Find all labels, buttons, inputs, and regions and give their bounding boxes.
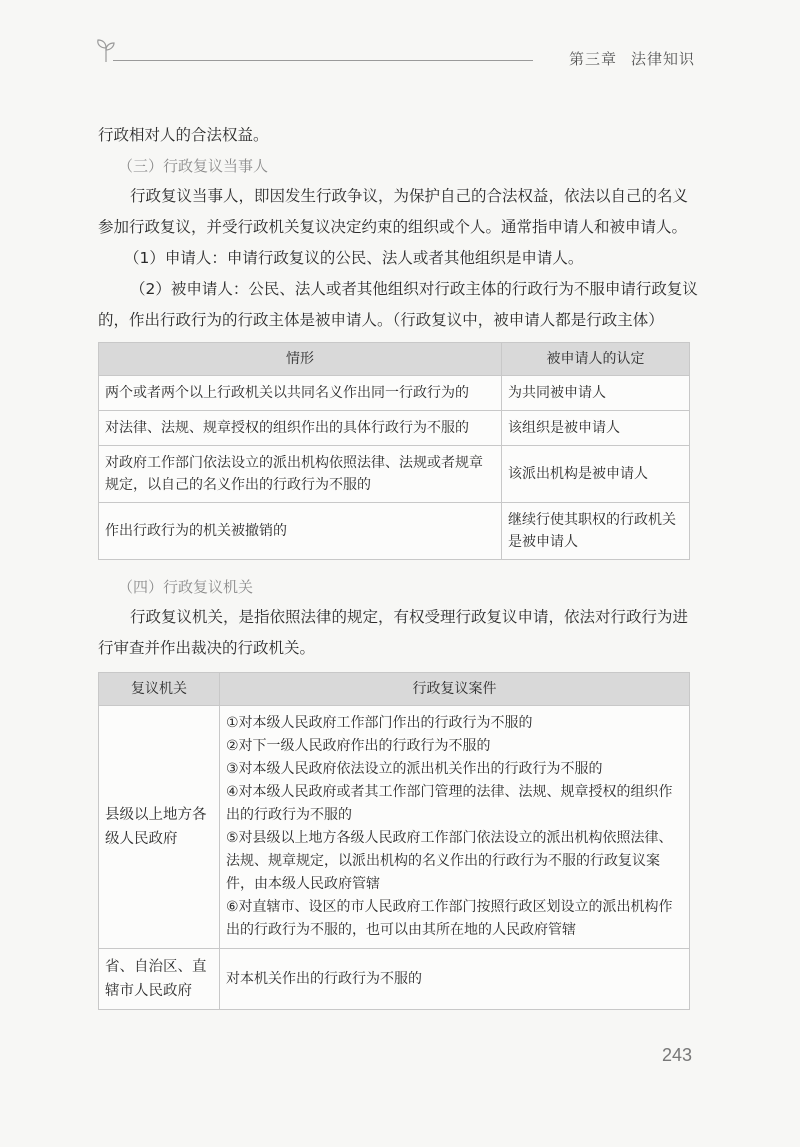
paragraph-continued: 行政相对人的合法权益。 [98,126,269,144]
table1-cell: 对法律、法规、规章授权的组织作出的具体行政行为不服的 [99,411,502,446]
table-row [99,411,690,446]
table2-organ-cell: 省、自治区、直辖市人民政府 [99,949,220,1010]
paragraph-review-organ: 行政复议机关，是指依照法律的规定，有权受理行政复议申请，依法对行政行为进行审查并作出裁决的行政机关。 [98,608,689,657]
table-row [99,949,690,1010]
table1-cell: 为共同被申请人 [502,376,690,411]
running-header [95,38,695,68]
item-applicant: （1）申请人：申请行政复议的公民、法人或者其他组织是申请人。 [124,249,584,267]
table2-cases-cell [220,706,690,949]
table1-cell: 继续行使其职权的行政机关是被申请人 [502,503,690,560]
table2-header-organ: 复议机关 [99,673,220,706]
table2-cases-cell: 对本机关作出的行政行为不服的 [220,949,690,1010]
table1-cell: 作出行政行为的机关被撤销的 [99,503,502,560]
item-respondent: （2）被申请人：公民、法人或者其他组织对行政主体的行政行为不服申请行政复议的，作出行政行为的行政主体是被申请人。（行政复议中，被申请人都是行政主体） [98,280,698,329]
table1-cell: 该派出机构是被申请人 [502,446,690,503]
section-heading-4: （四）行政复议机关 [118,578,254,596]
chapter-number: 第三章 [568,50,617,68]
table-row [99,706,690,949]
case-item: ⑤对县级以上地方各级人民政府工作部门依法设立的派出机构依照法律、法规、规章规定，以派出机构的名义作出的行政行为不服的行政复议案件，由本级人民政府管辖 [226,830,673,892]
table1-cell: 两个或者两个以上行政机关以共同名义作出同一行政行为的 [99,376,502,411]
chapter-title: 法律知识 [630,50,695,68]
case-item: ②对下一级人民政府作出的行政行为不服的 [226,738,491,754]
table-row [99,503,690,560]
table1-header-situation: 情形 [99,343,502,376]
page-content [98,120,698,1010]
table2-organ-cell: 县级以上地方各级人民政府 [99,706,220,949]
page-number: 243 [661,1045,692,1065]
case-item: ⑥对直辖市、设区的市人民政府工作部门按照行政区划设立的派出机构作出的行政行为不服的，也可以由其所在地的人民政府管辖 [226,899,673,938]
table1-header-respondent: 被申请人的认定 [502,343,690,376]
table1-cell: 对政府工作部门依法设立的派出机构依照法律、法规或者规章规定，以自己的名义作出的行政行为不服的 [99,446,502,503]
table-row [99,446,690,503]
review-organ-table [98,672,690,1010]
table-row [99,376,690,411]
paragraph-parties: 行政复议当事人，即因发生行政争议，为保护自己的合法权益，依法以自己的名义参加行政复议，并受行政机关复议决定约束的组织或个人。通常指申请人和被申请人。 [98,187,689,236]
header-rule [113,60,533,61]
table2-header-cases: 行政复议案件 [220,673,690,706]
respondent-table [98,342,690,560]
chapter-label [555,48,695,69]
case-item: ④对本级人民政府或者其工作部门管理的法律、法规、规章授权的组织作出的行政行为不服的 [226,784,673,823]
section-heading-3: （三）行政复议当事人 [118,157,269,175]
case-item: ③对本级人民政府依法设立的派出机关作出的行政行为不服的 [226,761,603,777]
table1-cell: 该组织是被申请人 [502,411,690,446]
case-item: ①对本级人民政府工作部门作出的行政行为不服的 [226,715,533,731]
